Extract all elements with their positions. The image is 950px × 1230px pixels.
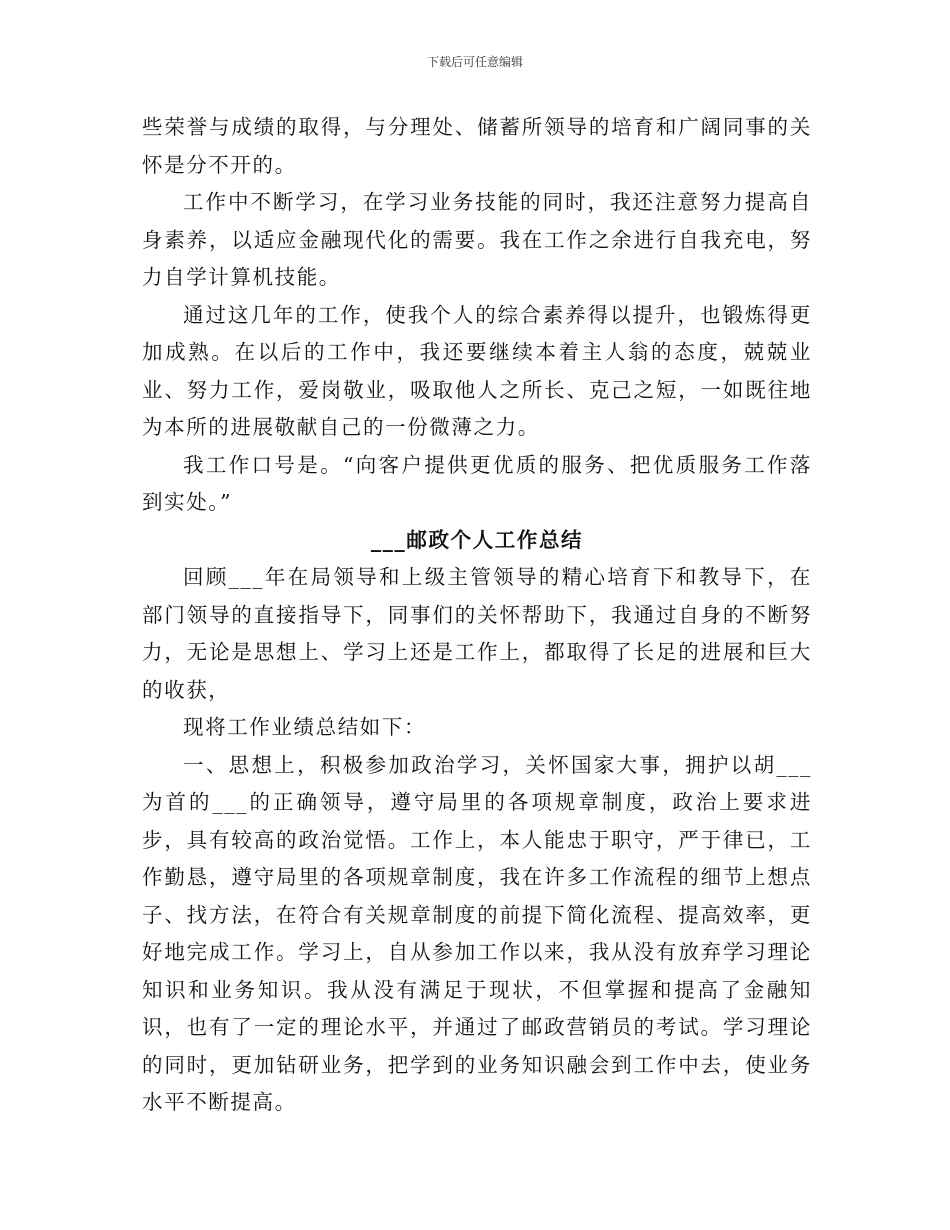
section-heading: ___邮政个人工作总结 bbox=[370, 527, 584, 552]
page-header: 下载后可任意编辑 bbox=[426, 55, 523, 69]
paragraph-slogan: 我工作口号是。“向客户提供更优质的服务、把优质服务工作落到实处。” bbox=[142, 452, 812, 514]
paragraph-study: 工作中不断学习，在学习业务技能的同时，我还注意努力提高自身素养，以适应金融现代化的需要。我在工作之余进行自我充电，努力自学计算机技能。 bbox=[142, 190, 812, 289]
paragraph-review: 回顾___年在局领导和上级主管领导的精心培育下和教导下，在部门领导的直接指导下，同事们的关怀帮助下，我通过自身的不断努力，无论是思想上、学习上还是工作上，都取得了长足的进展和巨大的收获， bbox=[142, 565, 812, 702]
paragraph-thought: 一、思想上，积极参加政治学习，关怀国家大事，拥护以胡___为首的___的正确领导，遵守局里的各项规章制度，政治上要求进步，具有较高的政治觉悟。工作上，本人能忠于职守，严于律已，工作勤恳，遵守局里的各项规章制度，我在许多工作流程的细节上想点子、找方法，在符合有关规章制度的前提下简化流程、提高效率，更好地完成工作。学习上，自从参加工作以来，我从没有放弃学习理论知识和业务知识。我从没有满足于现状，不但掌握和提高了金融知识，也有了一定的理论水平，并通过了邮政营销员的考试。学习理论的同时，更加钻研业务，把学到的业务知识融会到工作中去，使业务水平不断提高。 bbox=[142, 752, 812, 1114]
paragraph-summary-intro: 现将工作业绩总结如下： bbox=[183, 715, 427, 739]
paragraph-continuation: 些荣誉与成绩的取得，与分理处、储蓄所领导的培育和广阔同事的关怀是分不开的。 bbox=[142, 115, 812, 177]
paragraph-growth: 通过这几年的工作，使我个人的综合素养得以提升，也锻炼得更加成熟。在以后的工作中，我还要继续本着主人翁的态度，兢兢业业、努力工作，爱岗敬业，吸取他人之所长、克己之短，一如既往地为本所的进展敬献自己的一份微薄之力。 bbox=[142, 302, 812, 439]
document-body bbox=[142, 109, 812, 1122]
